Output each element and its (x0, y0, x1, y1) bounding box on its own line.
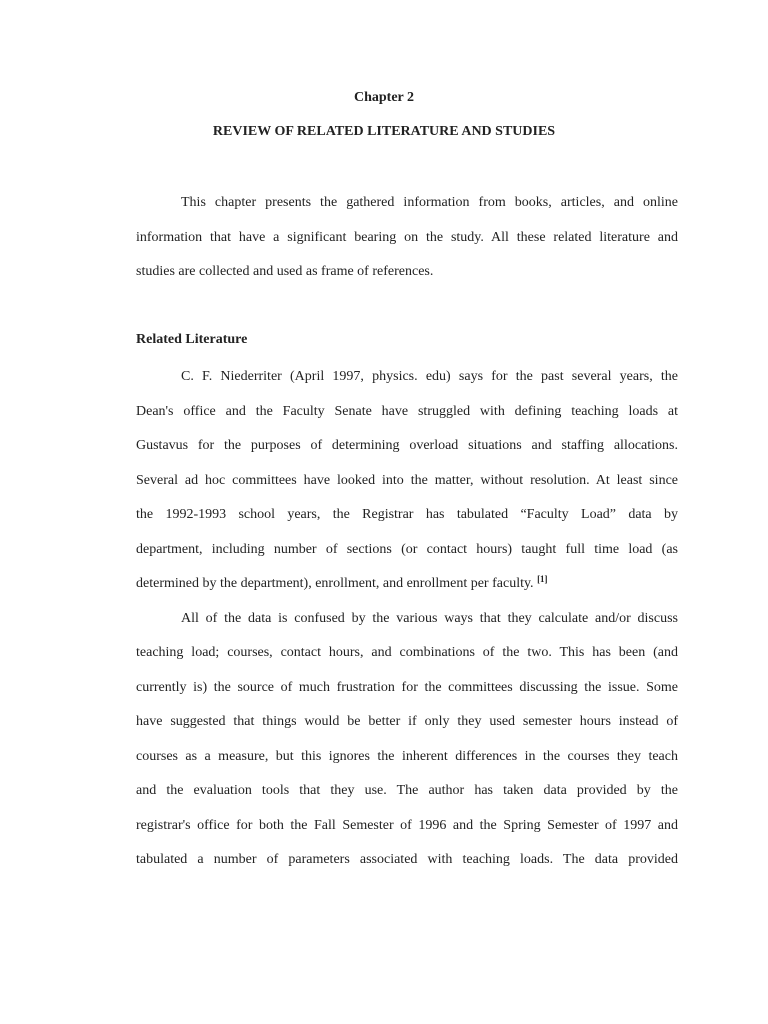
paragraph-line: determined by the department), enrollment, and enrollment per faculty. (136, 576, 534, 591)
paragraph-line: courses as a measure, but this ignores the inherent differences in the courses they teach (136, 748, 678, 764)
chapter-label: Chapter 2 (353, 90, 415, 105)
intro-line: This chapter presents the gathered information from books, articles, and online (181, 195, 678, 210)
paragraph-line: C. F. Niederriter (April 1997, physics. edu) says for the past several years, the (181, 369, 678, 384)
paragraph-line: the 1992-1993 school years, the Registrar has tabulated “Faculty Load” data by (136, 507, 678, 522)
paragraph-line: department, including number of sections (or contact hours) taught full time load (as (136, 541, 678, 557)
paragraph-line: Several ad hoc committees have looked into the matter, without resolution. At least since (136, 472, 678, 488)
paragraph-line: Dean's office and the Faculty Senate have struggled with defining teaching loads at (136, 403, 678, 419)
paragraph-line: All of the data is confused by the various ways that they calculate and/or discuss (181, 610, 678, 626)
related-literature-body (136, 360, 678, 878)
paragraph-line: teaching load; courses, contact hours, and combinations of the two. This has been (and (136, 645, 678, 660)
paragraph-line: have suggested that things would be better if only they used semester hours instead of (136, 714, 678, 729)
section-heading: Related Literature (136, 332, 248, 347)
paragraph-line: currently is) the source of much frustration for the committees discussing the issue. Some (136, 679, 678, 695)
paragraph-line-with-footnote (136, 567, 678, 602)
paragraph-line: and the evaluation tools that they use. The author has taken data provided by the (136, 783, 678, 798)
intro-paragraph (136, 186, 678, 290)
paragraph-line: tabulated a number of parameters associated with teaching loads. The data provided (136, 852, 678, 867)
footnote-reference[interactable]: [1] (537, 574, 548, 584)
chapter-title: REVIEW OF RELATED LITERATURE AND STUDIES (212, 124, 556, 139)
intro-line: studies are collected and used as frame of references. (136, 264, 434, 279)
intro-line: information that have a significant bearing on the study. All these related literature and (136, 229, 678, 245)
paragraph-line: registrar's office for both the Fall Semester of 1996 and the Spring Semester of 1997 and (136, 817, 678, 833)
paragraph-line: Gustavus for the purposes of determining overload situations and staffing allocations. (136, 438, 678, 453)
